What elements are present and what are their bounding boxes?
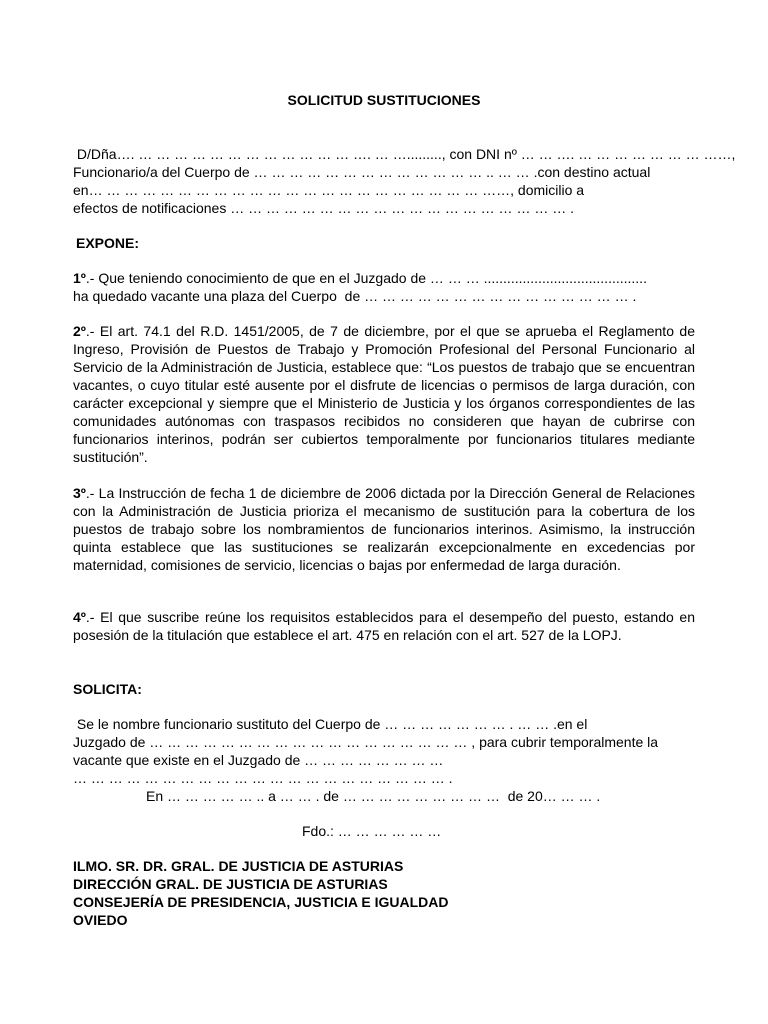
point-3-text: .- La Instrucción de fecha 1 de diciembre de 2006 dictada por la Dirección General de Relaciones con la Administración de Justicia prioriza el mecanismo de sustitución para la cobertura de los puestos de trabajo sobre los nombramientos de funcionarios interinos. Asimismo, la instrucción quinta establece que las sustituciones se realizarán excepcionalmente en excedencias por maternidad, comisiones de servicio, licencias o bajas por enfermedad de larga duración. [73, 485, 695, 573]
applicant-line-notifications: efectos de notificaciones … … … … … … … … … … … … … … … … … … … . [73, 200, 574, 216]
point-1-text-1: .- Que teniendo conocimiento de que en el Juzgado de … … … .......................................... [85, 270, 647, 286]
point-4-text: .- El que suscribe reúne los requisitos establecidos para el desempeño del puesto, estando en posesión de la titulación que establece el art. 475 en relación con el art. 527 de la LOPJ. [73, 609, 695, 643]
expone-heading: EXPONE: [76, 235, 140, 251]
point-2-text: .- El art. 74.1 del R.D. 1451/2005, de 7 de diciembre, por el que se aprueba el Reglamento de Ingreso, Provisión de Puestos de Trabajo y Promoción Profesional del Personal Funcionario al Servicio de la Administración de Justicia, establece que: “Los puestos de trabajo que se encuentran vacantes, o cuyo titular esté ausente por el disfrute de licencias o permisos de larga duración, con carácter excepcional y siempre que el Ministerio de Justicia y los órganos correspondientes de las comunidades autónomas con traspasos recibidos no consideren que hayan de cubrirse con funcionarios interinos, podrán ser cubiertos temporalmente por funcionarios titulares mediante sustitución”. [73, 323, 695, 465]
point-2 [73, 322, 695, 466]
point-1 [73, 269, 695, 305]
solicita-heading: SOLICITA: [73, 681, 142, 697]
signature-line: Fdo.: … … … … … … [302, 823, 442, 839]
applicant-line-destination: en… … … … … … … … … … … … … … … … … … … … … … ……, domicilio a [73, 182, 585, 198]
point-1-number: 1º [73, 270, 86, 286]
request-line-3: vacante que existe en el Juzgado de … … … … … … … … [73, 752, 444, 768]
point-3 [73, 484, 695, 574]
point-1-line-2: ha quedado vacante una plaza del Cuerpo de … … … … … … … … … … … … … … … . [73, 288, 637, 304]
point-2-number: 2º [73, 323, 86, 339]
point-4 [73, 608, 695, 644]
request-body [73, 715, 695, 787]
addressee-line-4: OVIEDO [73, 912, 128, 928]
point-1-line-1 [73, 269, 695, 287]
addressee-line-1: ILMO. SR. DR. GRAL. DE JUSTICIA DE ASTURIAS [73, 858, 404, 874]
date-line: En … … … … … .. a … … . de … … … … … … … … … de 20… … … . [146, 788, 601, 804]
applicant-line-body: Funcionario/a del Cuerpo de … … … … … … … … … … … … … .. … … .con destino actual [73, 164, 651, 180]
addressee-block [73, 857, 695, 929]
document-title: SOLICITUD SUSTITUCIONES [287, 92, 481, 108]
point-4-number: 4º [73, 609, 86, 625]
point-3-number: 3º [73, 485, 86, 501]
request-line-2: Juzgado de … … … … … … … … … … … … … … … … … … , para cubrir temporalmente la [73, 734, 659, 750]
addressee-line-2: DIRECCIÓN GRAL. DE JUSTICIA DE ASTURIAS [73, 876, 388, 892]
request-line-4: … … … … … … … … … … … … … … … … … … … … … . [73, 770, 453, 786]
addressee-line-3: CONSEJERÍA DE PRESIDENCIA, JUSTICIA E IGUALDAD [73, 894, 449, 910]
applicant-line-name: D/Dña…. … … … … … … … … … … … … …. … …........., con DNI nº … … …. … … … … … … … ……, [73, 146, 736, 162]
request-line-1: Se le nombre funcionario sustituto del Cuerpo de … … … … … … … . … … .en el [73, 716, 588, 732]
applicant-details [73, 145, 736, 217]
